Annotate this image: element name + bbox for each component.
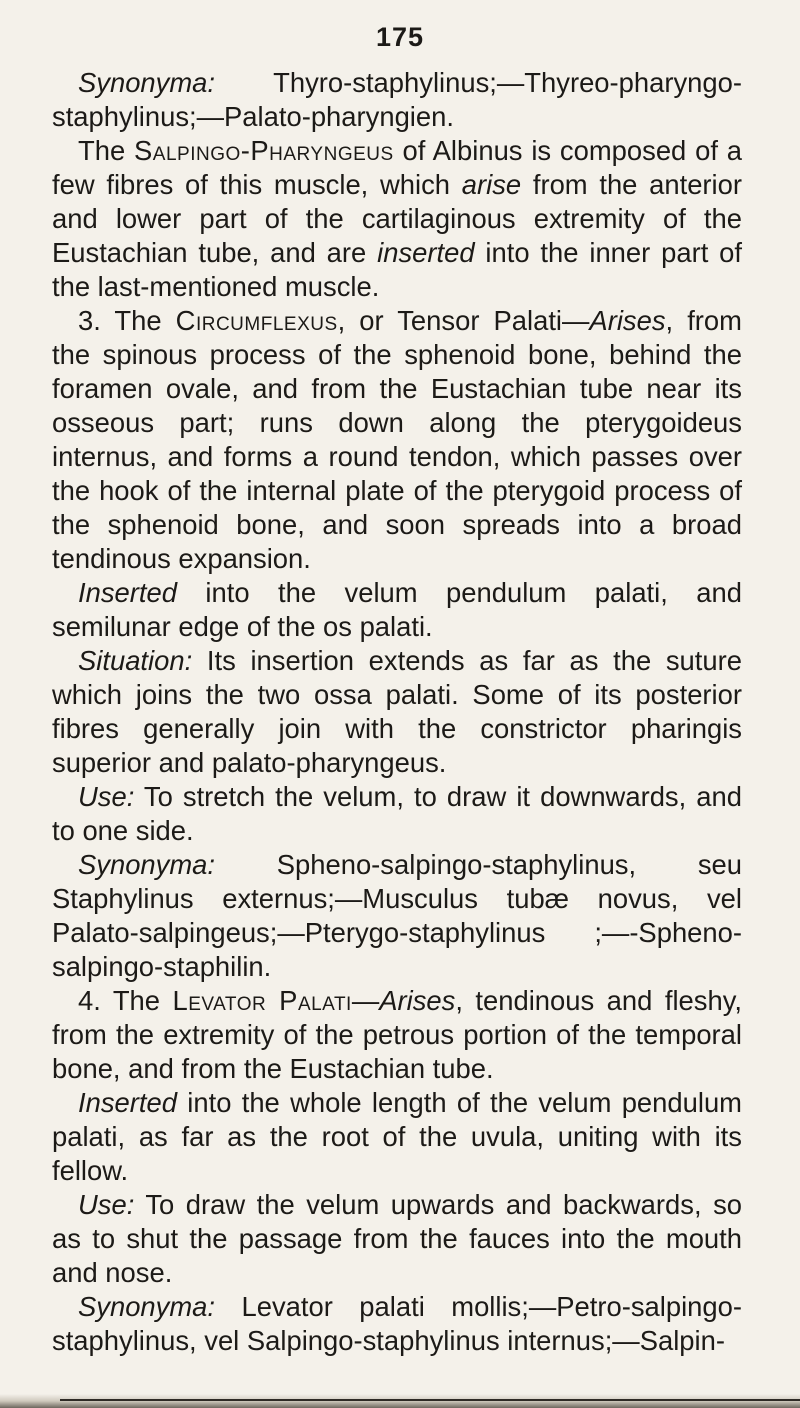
paragraph-label: Situation: bbox=[78, 645, 193, 676]
paragraph-label: Use: bbox=[78, 781, 135, 812]
muscle-name: Circumflexus bbox=[175, 305, 338, 336]
paragraph-situation bbox=[52, 644, 742, 780]
paragraph-synonyma-3 bbox=[52, 1290, 742, 1358]
paragraph-synonyma-2 bbox=[52, 848, 742, 984]
paragraph-text: Levator palati mollis;—Petro-salpingo-staphylinus, vel Salpingo-staphylinus internus;—Salpin- bbox=[52, 1291, 742, 1356]
paragraph-label: Synonyma: bbox=[78, 849, 216, 880]
paragraph-text: 4. The bbox=[78, 985, 173, 1016]
paragraph-text: Spheno-salpingo-staphylinus, seu Staphylinus externus;—Musculus tubæ novus, vel Palato-salpingeus;—Pterygo-staphylinus ;—-Spheno-salpingo-staphilin. bbox=[52, 849, 742, 982]
paragraph-text: , from the spinous process of the sphenoid bone, behind the foramen ovale, and from the Eustachian tube near its osseous part; runs down along the pterygoideus internus, and forms a round tendon, which passes over the hook of the internal plate of the pterygoid process of the sphenoid bone, and soon spreads into a broad tendinous expansion. bbox=[52, 305, 742, 574]
paragraph-text: into the whole length of the velum pendulum palati, as far as the root of the uvula, uniting with its fellow. bbox=[52, 1087, 742, 1186]
paragraph-text: of Albinus is composed of a few fibres of this muscle, which bbox=[52, 135, 743, 200]
paragraph-use-2 bbox=[52, 1188, 742, 1290]
muscle-name: Levator Palati bbox=[172, 985, 352, 1016]
paragraph-text: To draw the velum upwards and backwards, so as to shut the passage from the fauces into the mouth and nose. bbox=[52, 1189, 742, 1288]
paragraph-text: 3. The bbox=[78, 305, 176, 336]
paragraph-synonyma-1 bbox=[52, 66, 742, 134]
paragraph-inserted-2 bbox=[52, 1086, 742, 1188]
paragraph-text: Thyro-staphylinus;—Thyreo-pharyngo-staphylinus;—Palato-pharyngien. bbox=[52, 67, 742, 132]
emphasis-term: Arises bbox=[589, 305, 666, 336]
emphasis-term: inserted bbox=[377, 237, 475, 268]
page-bottom-edge bbox=[0, 1394, 800, 1408]
page-bottom-rule bbox=[60, 1399, 800, 1401]
page-number: 175 bbox=[375, 22, 425, 52]
body-text bbox=[52, 66, 742, 1358]
paragraph-salpingo-pharyngeus bbox=[52, 134, 742, 304]
paragraph-text: into the velum pendulum palati, and semilunar edge of the os palati. bbox=[52, 577, 742, 642]
paragraph-label: Inserted bbox=[78, 577, 177, 608]
paragraph-label: Inserted bbox=[78, 1087, 177, 1118]
paragraph-text: Its insertion extends as far as the suture which joins the two ossa palati. Some of its posterior fibres generally join with the constrictor pharingis superior and palato-pharyngeus. bbox=[52, 645, 742, 778]
paragraph-label: Use: bbox=[78, 1189, 135, 1220]
emphasis-term: Arises bbox=[379, 985, 456, 1016]
emphasis-term: arise bbox=[461, 169, 522, 200]
paragraph-label: Synonyma: bbox=[78, 67, 216, 98]
paragraph-text: The bbox=[78, 135, 135, 166]
paragraph-inserted-1 bbox=[52, 576, 742, 644]
paragraph-text: from the anterior and lower part of the cartilaginous extremity of the Eustachian tube, and are bbox=[52, 169, 742, 268]
muscle-name: Salpingo-Pharyngeus bbox=[134, 135, 394, 166]
paragraph-text: , tendinous and fleshy, from the extremity of the petrous portion of the temporal bone, and from the Eustachian tube. bbox=[52, 985, 742, 1084]
paragraph-text: into the inner part of the last-mentioned muscle. bbox=[52, 237, 742, 302]
paragraph-text: To stretch the velum, to draw it downwards, and to one side. bbox=[52, 781, 742, 846]
paragraph-label: Synonyma: bbox=[78, 1291, 216, 1322]
paragraph-text: , or Tensor Palati— bbox=[337, 305, 590, 336]
paragraph-levator-palati bbox=[52, 984, 742, 1086]
paragraph-circumflexus bbox=[52, 304, 742, 576]
paragraph-text: — bbox=[351, 985, 380, 1016]
paragraph-use-1 bbox=[52, 780, 742, 848]
